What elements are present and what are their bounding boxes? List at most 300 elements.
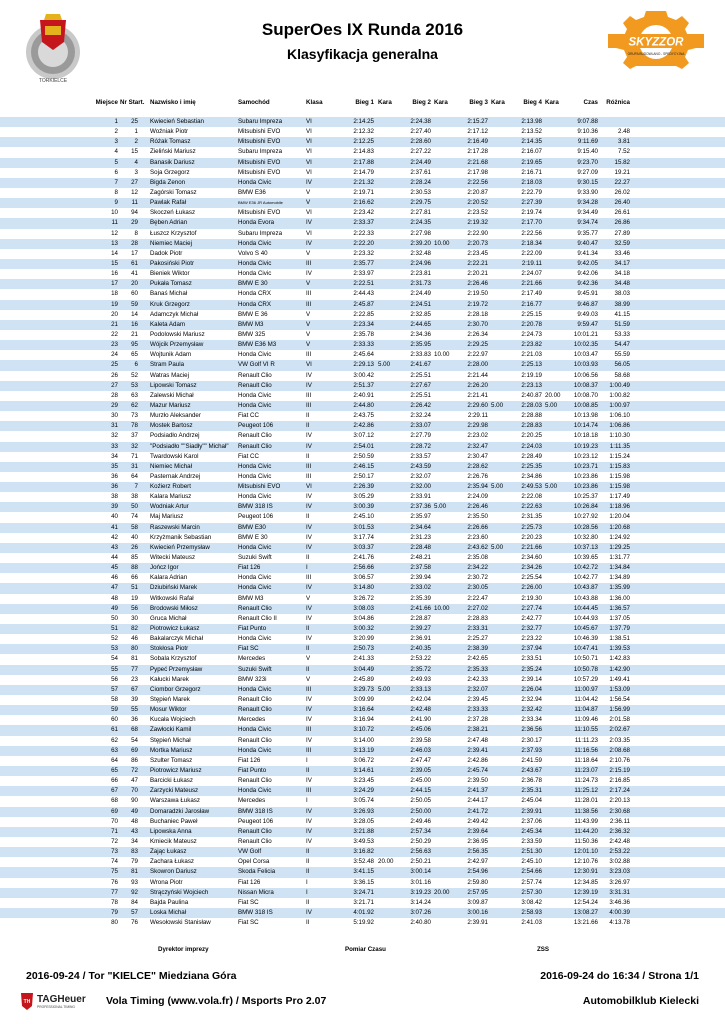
cell-car: BMW E36 JR Automobile bbox=[238, 200, 283, 206]
cell-b4: 2:28.88 bbox=[521, 412, 542, 420]
cell-b3: 2:26.20 bbox=[467, 381, 488, 389]
cell-b1: 3:00.32 bbox=[353, 625, 374, 633]
cell-b3: 2:26.66 bbox=[467, 523, 488, 531]
cell-cls: IV bbox=[306, 371, 312, 379]
cell-diff: 4:00.39 bbox=[609, 908, 630, 916]
cell-b3: 2:32.07 bbox=[467, 685, 488, 693]
cell-time: 10:03.47 bbox=[573, 351, 598, 359]
cell-time: 10:23.71 bbox=[573, 462, 598, 470]
cell-start: 19 bbox=[131, 594, 138, 602]
cell-name: Maj Mariusz bbox=[150, 513, 184, 521]
cell-k3: 5.00 bbox=[491, 401, 504, 409]
cell-b2: 3:00.14 bbox=[410, 868, 431, 876]
cell-time: 10:43.88 bbox=[573, 594, 598, 602]
cell-b3: 2:28.18 bbox=[467, 310, 488, 318]
cell-b4: 2:17.49 bbox=[521, 290, 542, 298]
cell-car: Renault Clio bbox=[238, 706, 272, 714]
cell-pos: 7 bbox=[114, 178, 118, 186]
cell-cls: II bbox=[306, 625, 310, 633]
cell-b2: 2:44.65 bbox=[410, 320, 431, 328]
table-row bbox=[0, 310, 725, 320]
cell-b3: 3:00.16 bbox=[467, 908, 488, 916]
cell-b2: 2:40.35 bbox=[410, 645, 431, 653]
cell-pos: 36 bbox=[111, 472, 118, 480]
cell-cls: I bbox=[306, 756, 308, 764]
cell-b3: 2:19.50 bbox=[467, 290, 488, 298]
cell-b3: 2:29.25 bbox=[467, 341, 488, 349]
cell-b1: 2:26.39 bbox=[353, 483, 374, 491]
cell-diff: 38.03 bbox=[614, 290, 630, 298]
cell-b4: 2:18.34 bbox=[521, 239, 542, 247]
cell-car: Suzuki Swift bbox=[238, 554, 272, 562]
cell-cls: III bbox=[306, 391, 312, 399]
cell-diff: 33.46 bbox=[614, 249, 630, 257]
cell-cls: V bbox=[306, 655, 311, 663]
cell-cls: V bbox=[306, 188, 311, 196]
cell-b2: 2:42.48 bbox=[410, 706, 431, 714]
cell-b2: 2:39.05 bbox=[410, 767, 431, 774]
cell-b1: 3:06.57 bbox=[353, 574, 374, 582]
cell-name: Kwiecień Sebastian bbox=[150, 118, 205, 125]
cell-start: 36 bbox=[131, 716, 138, 724]
cell-name: Pypeć Przemysław bbox=[150, 665, 203, 673]
cell-b1: 3:07.12 bbox=[353, 432, 374, 440]
cell-pos: 19 bbox=[111, 300, 118, 308]
cell-car: Skoda Felicia bbox=[238, 868, 276, 876]
cell-car: Fiat 126 bbox=[238, 878, 261, 886]
cell-b2: 2:28.87 bbox=[410, 614, 431, 622]
cell-time: 10:03.93 bbox=[573, 361, 598, 369]
cell-diff: 32.59 bbox=[614, 239, 630, 247]
cell-b1: 3:04.86 bbox=[353, 614, 374, 622]
cell-time: 11:10.55 bbox=[574, 726, 598, 734]
cell-pos: 24 bbox=[111, 351, 118, 359]
table-row bbox=[0, 705, 725, 715]
table-row bbox=[0, 300, 725, 310]
cell-time: 11:18.64 bbox=[574, 756, 598, 764]
cell-time: 9:41.34 bbox=[577, 249, 598, 257]
cell-time: 9:34.28 bbox=[577, 199, 598, 207]
cell-start: 40 bbox=[131, 533, 138, 541]
cell-b4: 2:39.91 bbox=[521, 807, 542, 815]
cell-b4: 2:34.26 bbox=[521, 564, 542, 572]
cell-b3: 2:38.21 bbox=[467, 726, 488, 734]
cell-b4: 2:33.34 bbox=[521, 716, 542, 724]
cell-pos: 79 bbox=[111, 908, 118, 916]
cell-b2: 2:33.83 bbox=[410, 351, 431, 359]
cell-b1: 2:12.25 bbox=[353, 138, 374, 146]
cell-time: 10:23.86 bbox=[573, 483, 598, 491]
cell-b4: 2:26.00 bbox=[521, 584, 542, 592]
cell-b3: 2:22.56 bbox=[467, 178, 488, 186]
table-row bbox=[0, 867, 725, 877]
cell-pos: 22 bbox=[111, 330, 118, 338]
cell-name: Zając Łukasz bbox=[150, 848, 187, 856]
cell-car: Renault Clio bbox=[238, 827, 272, 835]
cell-diff: 15.82 bbox=[614, 158, 630, 166]
footer-event: 2016-09-24 / Tor "KIELCE" Miedziana Góra bbox=[26, 970, 237, 982]
cell-name: Sobala Krzysztof bbox=[150, 655, 197, 663]
cell-b3: 2:23.45 bbox=[467, 249, 488, 257]
cell-cls: III bbox=[306, 685, 312, 693]
cell-start: 17 bbox=[131, 249, 138, 257]
table-row bbox=[0, 756, 725, 766]
cell-b1: 3:04.49 bbox=[353, 665, 374, 673]
cell-time: 10:28.56 bbox=[573, 523, 598, 531]
cell-cls: IV bbox=[306, 178, 312, 186]
cell-b3: 2:32.47 bbox=[467, 442, 488, 450]
cell-k2: 5.00 bbox=[434, 503, 447, 511]
table-row bbox=[0, 127, 725, 137]
cell-name: Niemiec Michał bbox=[150, 462, 192, 470]
cell-b3: 2:38.39 bbox=[467, 645, 488, 653]
cell-b4: 2:22.63 bbox=[521, 503, 542, 511]
cell-diff: 1:34.89 bbox=[609, 574, 630, 582]
cell-b2: 2:41.90 bbox=[410, 716, 431, 724]
cell-diff: 1:18.96 bbox=[609, 503, 630, 511]
cell-start: 21 bbox=[131, 330, 138, 338]
cell-b4: 2:35.31 bbox=[521, 787, 542, 795]
cell-time: 9:42.06 bbox=[577, 270, 598, 278]
cell-b1: 5:19.92 bbox=[353, 919, 374, 927]
cell-time: 10:44.93 bbox=[573, 614, 598, 622]
cell-cls: VI bbox=[306, 483, 312, 491]
cell-b4: 2:57.74 bbox=[521, 878, 542, 886]
cell-name: Skowron Dariusz bbox=[150, 868, 197, 876]
cell-car: Honda Civic bbox=[238, 462, 272, 470]
cell-b4: 2:19.65 bbox=[521, 158, 542, 166]
cell-pos: 42 bbox=[111, 533, 118, 541]
cell-time: 11:04.87 bbox=[574, 706, 598, 714]
cell-start: 50 bbox=[131, 503, 138, 511]
cell-start: 53 bbox=[131, 381, 138, 389]
cell-name: Mosur Wiktor bbox=[150, 706, 187, 714]
table-row bbox=[0, 158, 725, 168]
cell-b1: 2:23.32 bbox=[353, 249, 374, 257]
cell-time: 11:43.99 bbox=[574, 817, 598, 825]
cell-diff: 7.52 bbox=[617, 148, 630, 156]
cell-b3: 2:42.65 bbox=[467, 655, 488, 663]
cell-b3: 2:28.62 bbox=[467, 462, 488, 470]
director-label: Dyrektor imprezy bbox=[158, 946, 209, 953]
cell-b4: 2:13.98 bbox=[521, 118, 542, 125]
cell-k2: 20.00 bbox=[434, 888, 450, 896]
cell-time: 10:47.41 bbox=[573, 645, 598, 653]
cell-b3: 2:37.28 bbox=[467, 716, 488, 724]
table-row bbox=[0, 229, 725, 239]
cell-pos: 1 bbox=[114, 118, 118, 125]
cell-name: Piotrowicz Łukasz bbox=[150, 625, 200, 633]
cell-time: 10:43.87 bbox=[573, 584, 598, 592]
cell-b4: 2:21.03 bbox=[521, 351, 542, 359]
cell-diff: 26.86 bbox=[614, 219, 630, 227]
cell-diff: 2:42.48 bbox=[609, 837, 630, 845]
cell-b4: 3:08.42 bbox=[521, 898, 542, 906]
table-row bbox=[0, 523, 725, 533]
cell-start: 1 bbox=[134, 128, 138, 136]
cell-start: 66 bbox=[131, 574, 138, 582]
cell-b2: 2:43.59 bbox=[410, 462, 431, 470]
table-row bbox=[0, 624, 725, 634]
table-row bbox=[0, 442, 725, 452]
cell-b4: 2:36.56 bbox=[521, 726, 542, 734]
cell-pos: 10 bbox=[111, 209, 118, 217]
tagheuer-logo bbox=[20, 991, 100, 1011]
cell-b3: 2:42.86 bbox=[467, 756, 488, 764]
cell-car: Honda CRX bbox=[238, 290, 272, 298]
cell-b3: 2:17.98 bbox=[467, 168, 488, 176]
cell-name: Jończ Igor bbox=[150, 564, 179, 572]
footer-page: 2016-09-24 do 16:34 / Strona 1/1 bbox=[540, 970, 699, 982]
cell-b4: 2:18.03 bbox=[521, 178, 542, 186]
cell-car: Honda Civic bbox=[238, 685, 272, 693]
cell-diff: 3:23.03 bbox=[609, 868, 630, 876]
cell-b4: 2:35.24 bbox=[521, 665, 542, 673]
cell-pos: 70 bbox=[111, 817, 118, 825]
cell-b3: 2:22.90 bbox=[467, 229, 488, 237]
cell-b1: 2:45.87 bbox=[353, 300, 374, 308]
cell-b1: 2:23.34 bbox=[353, 320, 374, 328]
cell-start: 27 bbox=[131, 178, 138, 186]
cell-pos: 33 bbox=[111, 442, 118, 450]
cell-diff: 1:15.98 bbox=[609, 483, 630, 491]
cell-b3: 2:44.17 bbox=[467, 797, 488, 805]
cell-diff: 2:53.22 bbox=[609, 848, 630, 856]
cell-b2: 2:35.95 bbox=[410, 341, 431, 349]
cell-time: 11:24.73 bbox=[574, 777, 598, 785]
cell-b1: 2:54.01 bbox=[353, 442, 374, 450]
cell-time: 9:49.03 bbox=[577, 310, 598, 318]
cell-b3: 2:39.91 bbox=[467, 919, 488, 927]
cell-car: Honda Civic bbox=[238, 351, 272, 359]
cell-pos: 77 bbox=[111, 888, 118, 896]
cell-cls: VI bbox=[306, 128, 312, 136]
table-row bbox=[0, 918, 725, 928]
cell-start: 48 bbox=[131, 817, 138, 825]
cell-b1: 3:16.94 bbox=[353, 716, 374, 724]
cell-b3: 2:25.27 bbox=[467, 635, 488, 643]
cell-time: 10:23.86 bbox=[573, 472, 598, 480]
cell-cls: IV bbox=[306, 270, 312, 278]
cell-b2: 2:53.22 bbox=[410, 655, 431, 663]
table-row bbox=[0, 614, 725, 624]
cell-b3: 2:28.00 bbox=[467, 361, 488, 369]
table-row bbox=[0, 675, 725, 685]
cell-time: 9:46.87 bbox=[577, 300, 598, 308]
cell-b4: 2:37.06 bbox=[521, 817, 542, 825]
cell-car: BMW 323i bbox=[238, 675, 267, 683]
cell-name: Zarzycki Mateusz bbox=[150, 787, 199, 795]
cell-b2: 2:27.81 bbox=[410, 209, 431, 217]
table-row bbox=[0, 502, 725, 512]
cell-pos: 45 bbox=[111, 564, 118, 572]
cell-diff: 2:17.24 bbox=[609, 787, 630, 795]
cell-b3: 2:41.72 bbox=[467, 807, 488, 815]
table-row bbox=[0, 665, 725, 675]
cell-start: 16 bbox=[131, 320, 138, 328]
cell-car: Honda Evora bbox=[238, 219, 275, 227]
cell-time: 10:06.56 bbox=[573, 371, 598, 379]
table-row bbox=[0, 178, 725, 188]
cell-b4: 2:22.79 bbox=[521, 188, 542, 196]
table-row bbox=[0, 492, 725, 502]
cell-time: 9:45.91 bbox=[577, 290, 598, 298]
cell-start: 6 bbox=[134, 361, 138, 369]
cell-name: Ciombor Grzegorz bbox=[150, 685, 201, 693]
cell-time: 10:46.39 bbox=[573, 635, 598, 643]
cell-k3: 5.00 bbox=[491, 543, 504, 551]
cell-car: Honda Civic bbox=[238, 574, 272, 582]
table-row bbox=[0, 289, 725, 299]
cell-pos: 5 bbox=[114, 158, 118, 166]
cell-b4: 2:19.30 bbox=[521, 594, 542, 602]
cell-car: Subaru Impreza bbox=[238, 118, 283, 125]
cell-car: Mitsubishi EVO bbox=[238, 138, 281, 146]
cell-b4: 2:20.25 bbox=[521, 432, 542, 440]
cell-b3: 2:22.97 bbox=[467, 351, 488, 359]
cell-time: 9:30.15 bbox=[577, 178, 598, 186]
col-b3: Bieg 3 bbox=[469, 99, 488, 106]
cell-start: 14 bbox=[131, 310, 138, 318]
table-row bbox=[0, 117, 725, 127]
cell-b2: 2:35.72 bbox=[410, 665, 431, 673]
cell-b3: 2:21.68 bbox=[467, 158, 488, 166]
cell-car: Subaru Impreza bbox=[238, 148, 283, 156]
cell-name: Dadok Piotr bbox=[150, 249, 183, 257]
cell-b1: 2:51.37 bbox=[353, 381, 374, 389]
cell-car: BMW 318 IS bbox=[238, 807, 273, 815]
table-row bbox=[0, 431, 725, 441]
cell-b2: 2:31.23 bbox=[410, 533, 431, 541]
cell-b2: 2:34.64 bbox=[410, 523, 431, 531]
cell-b3: 2:30.47 bbox=[467, 452, 488, 460]
cell-b2: 2:36.91 bbox=[410, 635, 431, 643]
cell-diff: 51.59 bbox=[614, 320, 630, 328]
cell-diff: 55.59 bbox=[614, 351, 630, 359]
cell-cls: III bbox=[306, 300, 312, 308]
cell-car: Mitsubishi EVO bbox=[238, 168, 281, 176]
cell-name: Zieliński Mariusz bbox=[150, 148, 196, 156]
cell-diff: 1:10.30 bbox=[609, 432, 630, 440]
table-row bbox=[0, 594, 725, 604]
cell-diff: 2:16.85 bbox=[609, 777, 630, 785]
cell-start: 73 bbox=[131, 412, 138, 420]
col-b1: Bieg 1 bbox=[355, 99, 374, 106]
cell-diff: 34.48 bbox=[614, 280, 630, 288]
cell-b3: 2:16.49 bbox=[467, 138, 488, 146]
cell-b3: 2:39.41 bbox=[467, 746, 488, 754]
cell-name: Niemiec Maciej bbox=[150, 239, 192, 247]
cell-cls: IV bbox=[306, 706, 312, 714]
cell-diff: 1:42.83 bbox=[609, 655, 630, 663]
cell-b3: 2:41.37 bbox=[467, 787, 488, 795]
cell-cls: IV bbox=[306, 827, 312, 835]
cell-pos: 73 bbox=[111, 848, 118, 856]
cell-car: Honda Civic bbox=[238, 270, 272, 278]
cell-car: Honda Civic bbox=[238, 259, 272, 267]
cell-diff: 1:35.99 bbox=[609, 584, 630, 592]
cell-b2: 2:45.06 bbox=[410, 726, 431, 734]
cell-name: Pakosiński Piotr bbox=[150, 259, 195, 267]
cell-b4: 2:32.94 bbox=[521, 696, 542, 704]
cell-pos: 48 bbox=[111, 594, 118, 602]
cell-car: Suzuki Swift bbox=[238, 665, 272, 673]
cell-cls: IV bbox=[306, 219, 312, 227]
cell-cls: I bbox=[306, 797, 308, 805]
cell-cls: II bbox=[306, 848, 310, 856]
cell-car: Mitsubishi EVO bbox=[238, 158, 281, 166]
cell-diff: 3.81 bbox=[617, 138, 630, 146]
cell-b4: 2:13.52 bbox=[521, 128, 542, 136]
cell-cls: IV bbox=[306, 239, 312, 247]
cell-b4: 2:30.17 bbox=[521, 736, 542, 744]
cell-diff: 2:20.13 bbox=[609, 797, 630, 805]
cell-b4: 2:14.35 bbox=[521, 138, 542, 146]
table-row bbox=[0, 715, 725, 725]
cell-b3: 2:35.08 bbox=[467, 554, 488, 562]
cell-name: Różak Tomasz bbox=[150, 138, 191, 146]
cell-cls: VI bbox=[306, 138, 312, 146]
col-k3: Kara bbox=[491, 99, 505, 106]
cell-diff: 41.15 bbox=[614, 310, 630, 318]
cell-time: 13:21.66 bbox=[573, 919, 598, 927]
table-row bbox=[0, 452, 725, 462]
page-subtitle: Klasyfikacja generalna bbox=[287, 46, 438, 62]
cell-pos: 80 bbox=[111, 919, 118, 927]
cell-name: Kalara Mariusz bbox=[150, 493, 192, 501]
cell-b2: 2:32.24 bbox=[410, 412, 431, 420]
cell-diff: 1:06.10 bbox=[609, 412, 630, 420]
cell-b2: 2:32.48 bbox=[410, 249, 431, 257]
cell-b4: 2:19.11 bbox=[521, 259, 542, 267]
table-row bbox=[0, 259, 725, 269]
cell-cls: V bbox=[306, 199, 311, 207]
cell-pos: 36 bbox=[111, 483, 118, 491]
cell-cls: II bbox=[306, 513, 310, 521]
cell-b2: 2:33.02 bbox=[410, 584, 431, 592]
cell-b2: 2:45.00 bbox=[410, 777, 431, 785]
cell-diff: 3:46.36 bbox=[609, 898, 630, 906]
cell-time: 12:30.91 bbox=[573, 868, 598, 876]
cell-start: 11 bbox=[131, 199, 138, 207]
cell-b3: 2:59.80 bbox=[467, 878, 488, 886]
cell-start: 41 bbox=[131, 270, 138, 278]
cell-b2: 2:27.67 bbox=[410, 381, 431, 389]
cell-b4: 2:37.93 bbox=[521, 746, 542, 754]
cell-start: 84 bbox=[131, 898, 138, 906]
cell-b2: 2:23.81 bbox=[410, 270, 431, 278]
cell-b4: 2:22.09 bbox=[521, 249, 542, 257]
cell-car: Fiat SC bbox=[238, 898, 259, 906]
table-row bbox=[0, 827, 725, 837]
cell-b2: 2:28.24 bbox=[410, 178, 431, 186]
cell-pos: 43 bbox=[111, 543, 118, 551]
cell-b3: 2:24.09 bbox=[467, 493, 488, 501]
cell-name: Zawłocki Kamil bbox=[150, 726, 192, 734]
cell-start: 88 bbox=[131, 564, 138, 572]
col-time: Czas bbox=[583, 99, 598, 106]
cell-diff: 2:02.67 bbox=[609, 726, 630, 734]
cell-b1: 3:24.71 bbox=[353, 888, 374, 896]
col-k4: Kara bbox=[545, 99, 559, 106]
cell-name: Stokłosa Piotr bbox=[150, 645, 189, 653]
table-row bbox=[0, 137, 725, 147]
cell-diff: 34.17 bbox=[614, 259, 630, 267]
cell-b1: 3:21.88 bbox=[353, 827, 374, 835]
cell-pos: 4 bbox=[114, 148, 118, 156]
cell-b1: 2:44.80 bbox=[353, 401, 374, 409]
cell-b2: 2:42.04 bbox=[410, 696, 431, 704]
